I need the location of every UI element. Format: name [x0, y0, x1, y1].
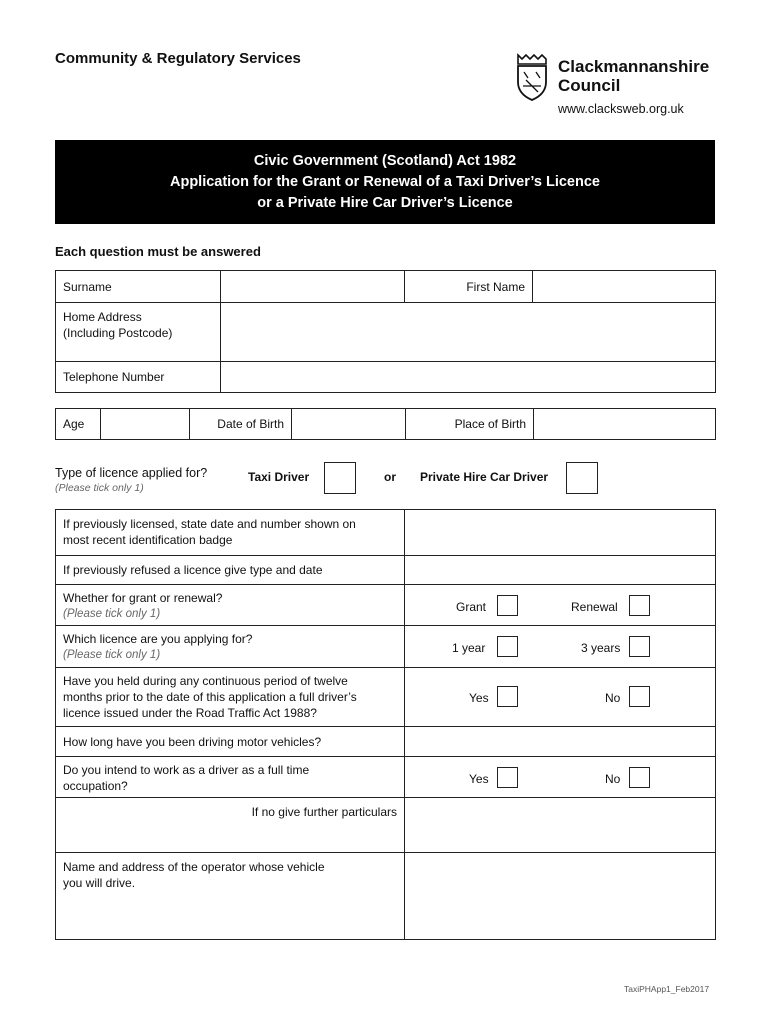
- held-licence-line3: licence issued under the Road Traffic Act 1988?: [63, 706, 317, 720]
- taxi-driver-checkbox[interactable]: [324, 462, 356, 494]
- instruction-heading: Each question must be answered: [55, 244, 261, 259]
- three-years-label: 3 years: [581, 641, 621, 655]
- private-hire-checkbox[interactable]: [566, 462, 598, 494]
- age-label: Age: [55, 408, 101, 440]
- full-time-yes-checkbox[interactable]: [497, 767, 518, 788]
- which-licence-question: [55, 625, 405, 668]
- council-name-line2: Council: [558, 76, 621, 95]
- previously-refused-label: If previously refused a licence give type and date: [55, 555, 405, 585]
- or-label: or: [384, 470, 396, 484]
- form-reference-code: TaxiPHApp1_Feb2017: [624, 984, 710, 994]
- licence-type-question: Type of licence applied for?: [55, 466, 208, 480]
- held-licence-line1: Have you held during any continuous period of twelve: [63, 674, 348, 688]
- further-particulars-input[interactable]: [404, 797, 716, 853]
- date-of-birth-label: Date of Birth: [189, 408, 292, 440]
- department-title: Community & Regulatory Services: [55, 50, 301, 67]
- operator-line2: you will drive.: [63, 876, 136, 890]
- renewal-label: Renewal: [571, 600, 618, 614]
- how-long-driving-input[interactable]: [404, 726, 716, 757]
- grant-label: Grant: [456, 600, 487, 614]
- banner-line-2: Application for the Grant or Renewal of a Taxi Driver’s Licence: [169, 174, 600, 190]
- telephone-label: Telephone Number: [55, 361, 221, 393]
- private-hire-label: Private Hire Car Driver: [420, 470, 549, 484]
- age-input[interactable]: [100, 408, 190, 440]
- full-time-options: [404, 756, 716, 798]
- operator-label: [55, 852, 405, 940]
- which-licence-hint: (Please tick only 1): [63, 649, 161, 661]
- held-licence-question: [55, 667, 405, 727]
- place-of-birth-label: Place of Birth: [405, 408, 534, 440]
- one-year-label: 1 year: [452, 641, 486, 655]
- full-time-no-checkbox[interactable]: [629, 767, 650, 788]
- held-yes-checkbox[interactable]: [497, 686, 518, 707]
- home-address-input[interactable]: [220, 302, 716, 362]
- held-licence-options: [404, 667, 716, 727]
- council-website: www.clacksweb.org.uk: [558, 102, 684, 116]
- full-time-yes-label: Yes: [469, 772, 489, 786]
- held-yes-label: Yes: [469, 691, 489, 705]
- which-licence-options: [404, 625, 716, 668]
- previously-licensed-line1: If previously licensed, state date and number shown on: [63, 517, 356, 531]
- place-of-birth-input[interactable]: [533, 408, 716, 440]
- further-particulars-label: If no give further particulars: [251, 805, 397, 819]
- council-name-line1: Clackmannanshire: [558, 57, 710, 76]
- first-name-input[interactable]: [532, 270, 716, 303]
- previously-licensed-input[interactable]: [404, 509, 716, 556]
- home-address-label-line1: Home Address: [63, 310, 142, 324]
- three-years-checkbox[interactable]: [629, 636, 650, 657]
- grant-renewal-question: [55, 584, 405, 626]
- telephone-input[interactable]: [220, 361, 716, 393]
- form-title-banner: [55, 140, 715, 224]
- further-particulars-label-cell: [55, 797, 405, 853]
- operator-input[interactable]: [404, 852, 716, 940]
- banner-line-3: or a Private Hire Car Driver’s Licence: [257, 195, 513, 211]
- taxi-driver-label: Taxi Driver: [248, 470, 310, 484]
- renewal-checkbox[interactable]: [629, 595, 650, 616]
- council-crest-icon: [514, 52, 550, 102]
- how-long-driving-label: How long have you been driving motor vehicles?: [55, 726, 405, 757]
- surname-label: Surname: [55, 270, 221, 303]
- previously-refused-input[interactable]: [404, 555, 716, 585]
- grant-renewal-options: [404, 584, 716, 626]
- home-address-label: [55, 302, 221, 362]
- held-no-label: No: [605, 691, 621, 705]
- held-no-checkbox[interactable]: [629, 686, 650, 707]
- grant-renewal-hint: (Please tick only 1): [63, 608, 161, 620]
- one-year-checkbox[interactable]: [497, 636, 518, 657]
- surname-input[interactable]: [220, 270, 405, 303]
- home-address-label-line2: (Including Postcode): [63, 326, 173, 340]
- held-licence-line2: months prior to the date of this application a full driver’s: [63, 690, 357, 704]
- first-name-label: First Name: [404, 270, 533, 303]
- full-time-line1: Do you intend to work as a driver as a full time: [63, 763, 310, 777]
- which-licence-question-text: Which licence are you applying for?: [63, 632, 253, 646]
- previously-licensed-label: [55, 509, 405, 556]
- operator-line1: Name and address of the operator whose vehicle: [63, 860, 325, 874]
- banner-line-1: Civic Government (Scotland) Act 1982: [253, 153, 517, 169]
- council-name: [558, 57, 709, 95]
- date-of-birth-input[interactable]: [291, 408, 406, 440]
- full-time-question: [55, 756, 405, 798]
- grant-renewal-question-text: Whether for grant or renewal?: [63, 591, 223, 605]
- full-time-no-label: No: [605, 772, 621, 786]
- previously-licensed-line2: most recent identification badge: [63, 533, 233, 547]
- grant-checkbox[interactable]: [497, 595, 518, 616]
- licence-type-hint: (Please tick only 1): [55, 482, 144, 494]
- full-time-line2: occupation?: [63, 779, 128, 793]
